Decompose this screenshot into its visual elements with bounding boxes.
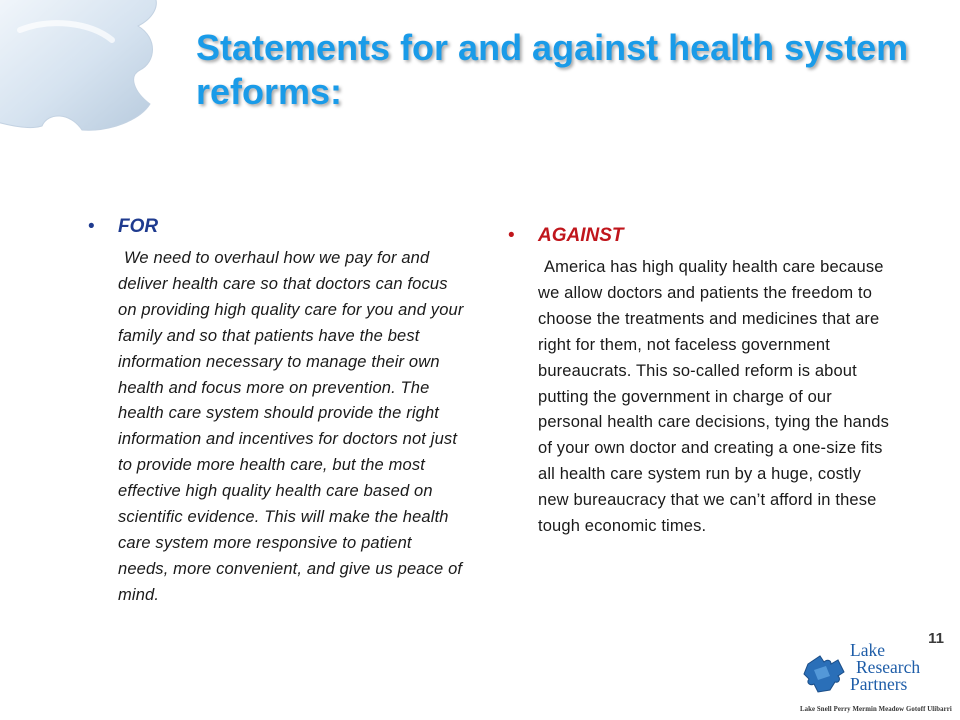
puzzle-piece-icon xyxy=(0,0,190,140)
against-column xyxy=(508,223,892,540)
lake-research-partners-logo xyxy=(800,642,950,716)
slide-title: Statements for and against health system reforms: xyxy=(196,27,909,112)
for-bullet: • xyxy=(88,216,95,237)
for-heading-label: FOR xyxy=(118,216,159,237)
logo-line-lake: Lake xyxy=(850,640,885,660)
against-statement: America has high quality health care because we allow doctors and patients the freedom to choose the treatments and medicines that are right for them, not faceless government bureaucrats. This so-called reform is about putting the government in charge of our personal health care decisions, tying the hands of your own doctor and creating a one-size fits all health care system run by a huge, costly new bureaucracy that we can’t afford in these tough economic times. xyxy=(538,258,890,536)
against-heading xyxy=(508,223,892,249)
against-heading-label: AGAINST xyxy=(538,225,624,246)
logo-line-research: Research xyxy=(856,657,921,677)
logo-partner-names: Lake Snell Perry Mermin Meadow Gotoff Ulibarri xyxy=(800,706,952,713)
for-heading xyxy=(88,214,464,240)
logo-line-partners: Partners xyxy=(850,674,908,694)
for-statement: We need to overhaul how we pay for and deliver health care so that doctors can focus on providing high quality care for you and your family and so that patients have the best information necessary to manage their own health and focus more on prevention. The health care system should provide the right information and incentives for doctors not just to provide more health care, but the most effective high quality health care based on scientific evidence. This will make the health care system more responsive to patient needs, more convenient, and give us peace of mind. xyxy=(118,249,464,604)
logo-wordmark xyxy=(850,642,920,693)
page-number: 11 xyxy=(928,630,944,647)
against-bullet: • xyxy=(508,225,515,246)
for-column xyxy=(88,214,464,609)
logo-puzzle-icon xyxy=(800,648,850,698)
